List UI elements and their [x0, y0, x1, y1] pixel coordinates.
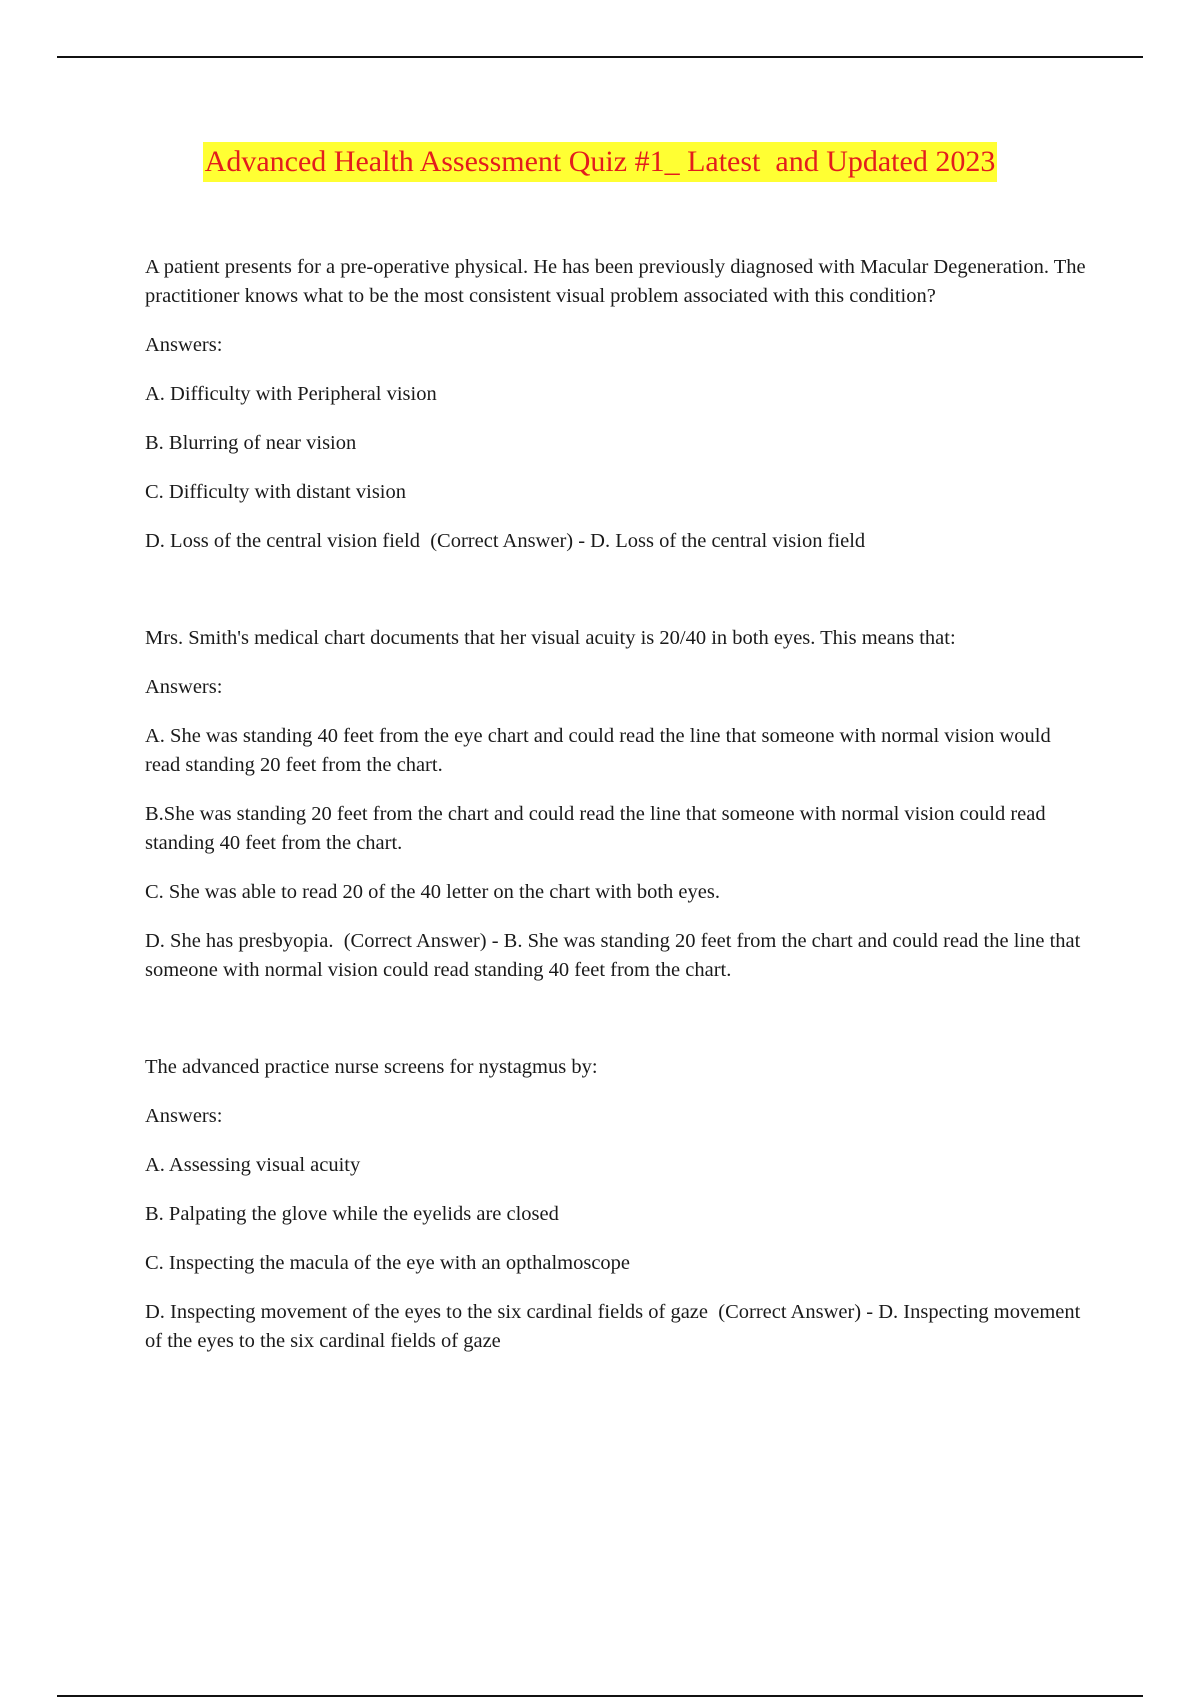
- answer-option-c: C. Inspecting the macula of the eye with an opthalmoscope: [145, 1252, 631, 1274]
- question-text: Mrs. Smith's medical chart documents that her visual acuity is 20/40 in both eyes. This means that:: [145, 627, 956, 649]
- answers-label: Answers:: [145, 334, 223, 356]
- answer-option-a: A. Difficulty with Peripheral vision: [145, 383, 437, 405]
- answer-option-c: C. Difficulty with distant vision: [145, 481, 406, 503]
- answer-option-d: D. Inspecting movement of the eyes to the six cardinal fields of gaze (Correct Answer) - D. Inspecting movement of the eyes to the six cardinal fields of gaze: [145, 1301, 1086, 1352]
- answer-option-b: B. Palpating the glove while the eyelids are closed: [145, 1203, 559, 1225]
- answer-option-d: D. She has presbyopia. (Correct Answer) - B. She was standing 20 feet from the chart and could read the line that someone with normal vision could read standing 40 feet from the chart.: [145, 930, 1086, 981]
- answer-option-a: A. She was standing 40 feet from the eye chart and could read the line that someone with normal vision would read standing 20 feet from the chart.: [145, 725, 1056, 776]
- answer-option-b: B. Blurring of near vision: [145, 432, 357, 454]
- answer-option-b: B.She was standing 20 feet from the chart and could read the line that someone with normal vision could read standing 40 feet from the chart.: [145, 803, 1051, 854]
- footer-rule: [57, 1695, 1143, 1697]
- answer-option-c: C. She was able to read 20 of the 40 letter on the chart with both eyes.: [145, 881, 720, 903]
- question-text: The advanced practice nurse screens for nystagmus by:: [145, 1056, 598, 1078]
- document-title: Advanced Health Assessment Quiz #1_ Latest and Updated 2023: [203, 142, 998, 182]
- header-rule: [57, 56, 1143, 58]
- question-2: [145, 624, 1090, 985]
- question-3: [145, 1053, 1090, 1356]
- answers-label: Answers:: [145, 676, 223, 698]
- answer-option-a: A. Assessing visual acuity: [145, 1154, 361, 1176]
- title-container: [0, 142, 1200, 182]
- question-text: A patient presents for a pre-operative physical. He has been previously diagnosed with Macular Degeneration. The practitioner knows what to be the most consistent visual problem associated with this condition?: [145, 256, 1086, 307]
- question-1: [145, 253, 1090, 556]
- answers-label: Answers:: [145, 1105, 223, 1127]
- answer-option-d: D. Loss of the central vision field (Correct Answer) - D. Loss of the central vision field: [145, 530, 866, 552]
- quiz-content: [145, 253, 1090, 1356]
